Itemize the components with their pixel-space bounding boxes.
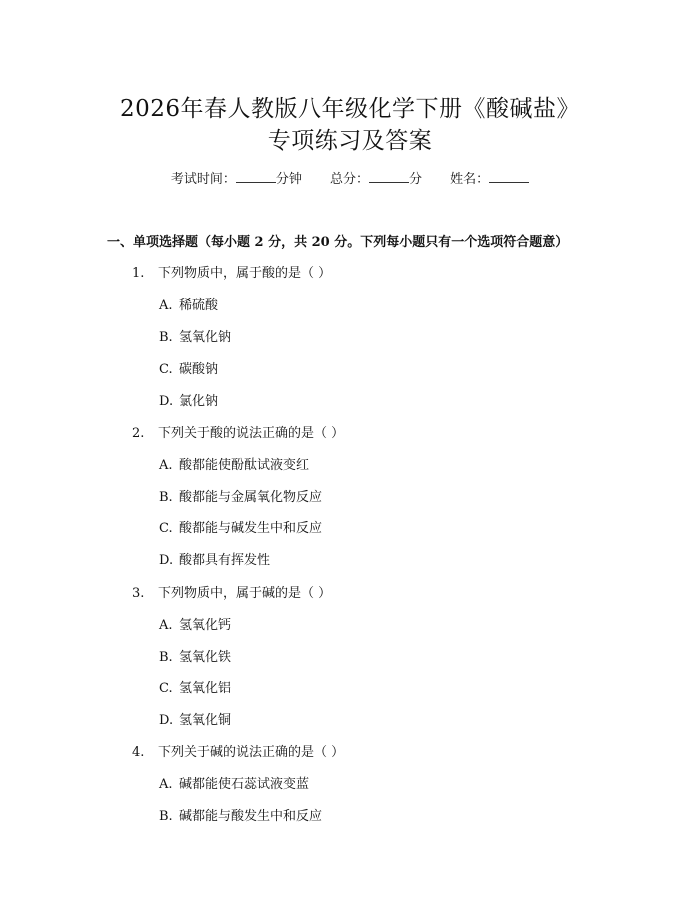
exam-score-label: 总分： bbox=[329, 172, 369, 187]
question-3-option-d[interactable] bbox=[159, 709, 231, 728]
question-text: 下列物质中，属于酸的是（ ） bbox=[158, 266, 332, 281]
question-2-option-d[interactable] bbox=[159, 549, 270, 568]
exam-meta bbox=[0, 168, 700, 187]
doc-title-line1: 2026年春人教版八年级化学下册《酸碱盐》 bbox=[119, 96, 581, 122]
question-number: 4. bbox=[132, 745, 145, 760]
option-text: 氢氧化钙 bbox=[179, 618, 232, 633]
question-4 bbox=[132, 741, 344, 760]
option-text: 氢氧化铝 bbox=[179, 681, 232, 696]
exam-time-label: 考试时间： bbox=[170, 172, 236, 187]
option-text: 碱都能与酸发生中和反应 bbox=[179, 809, 323, 824]
exam-score-blank[interactable] bbox=[369, 170, 409, 183]
exam-time-unit: 分钟 bbox=[275, 172, 302, 187]
question-1-option-a[interactable] bbox=[159, 294, 218, 313]
option-letter: C. bbox=[159, 521, 173, 536]
option-letter: D. bbox=[159, 394, 174, 409]
option-letter: D. bbox=[159, 553, 174, 568]
question-text: 下列物质中，属于碱的是（ ） bbox=[158, 586, 332, 601]
option-letter: A. bbox=[159, 298, 173, 313]
exam-time-blank[interactable] bbox=[236, 170, 276, 183]
option-letter: B. bbox=[159, 650, 173, 665]
question-number: 3. bbox=[132, 586, 145, 601]
question-number: 1. bbox=[132, 266, 145, 281]
option-text: 氢氧化钠 bbox=[179, 330, 232, 345]
question-3 bbox=[132, 582, 331, 601]
option-letter: B. bbox=[159, 490, 173, 505]
question-2-option-a[interactable] bbox=[159, 454, 309, 473]
option-text: 酸都能与碱发生中和反应 bbox=[179, 521, 323, 536]
question-text: 下列关于酸的说法正确的是（ ） bbox=[158, 426, 345, 441]
doc-title-line2: 专项练习及答案 bbox=[267, 128, 433, 154]
option-text: 氢氧化铜 bbox=[179, 713, 232, 728]
section-heading-single-choice: 一、单项选择题（每小题 2 分，共 20 分。下列每小题只有一个选项符合题意） bbox=[107, 235, 569, 250]
option-letter: A. bbox=[159, 777, 173, 792]
question-2-option-c[interactable] bbox=[159, 517, 322, 536]
exam-name-label: 姓名： bbox=[450, 172, 490, 187]
question-number: 2. bbox=[132, 426, 145, 441]
question-1-option-c[interactable] bbox=[159, 358, 218, 377]
option-text: 氯化钠 bbox=[179, 394, 219, 409]
question-2-option-b[interactable] bbox=[159, 486, 322, 505]
exam-time bbox=[171, 168, 302, 187]
option-text: 氢氧化铁 bbox=[179, 650, 232, 665]
question-2 bbox=[132, 422, 344, 441]
option-text: 碱都能使石蕊试液变蓝 bbox=[179, 777, 310, 792]
option-letter: B. bbox=[159, 330, 173, 345]
question-3-option-b[interactable] bbox=[159, 646, 231, 665]
question-3-option-a[interactable] bbox=[159, 614, 231, 633]
option-letter: C. bbox=[159, 681, 173, 696]
question-1-option-d[interactable] bbox=[159, 390, 218, 409]
option-text: 碳酸钠 bbox=[179, 362, 219, 377]
option-text: 酸都能使酚酞试液变红 bbox=[179, 458, 310, 473]
option-letter: A. bbox=[159, 618, 173, 633]
exam-name bbox=[450, 168, 529, 187]
option-text: 稀硫酸 bbox=[179, 298, 219, 313]
exam-score-unit: 分 bbox=[409, 172, 423, 187]
question-3-option-c[interactable] bbox=[159, 677, 231, 696]
question-4-option-a[interactable] bbox=[159, 773, 309, 792]
question-1 bbox=[132, 262, 331, 281]
option-letter: D. bbox=[159, 713, 174, 728]
option-letter: A. bbox=[159, 458, 173, 473]
question-4-option-b[interactable] bbox=[159, 805, 322, 824]
question-1-option-b[interactable] bbox=[159, 326, 231, 345]
option-text: 酸都具有挥发性 bbox=[179, 553, 271, 568]
option-text: 酸都能与金属氧化物反应 bbox=[179, 490, 323, 505]
option-letter: B. bbox=[159, 809, 173, 824]
exam-score bbox=[330, 168, 422, 187]
exam-name-blank[interactable] bbox=[489, 170, 529, 183]
question-text: 下列关于碱的说法正确的是（ ） bbox=[158, 745, 345, 760]
option-letter: C. bbox=[159, 362, 173, 377]
